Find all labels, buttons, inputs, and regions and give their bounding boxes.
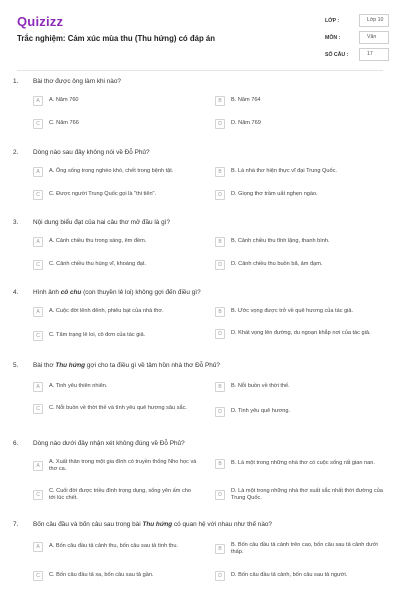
option-letter: D [215, 190, 225, 200]
option-letter: A [33, 167, 43, 177]
option-b[interactable] [215, 96, 387, 106]
option-text: B. Cảnh chiều thu tĩnh lặng, thanh bình. [231, 238, 330, 245]
option-text: B. Là nhà thơ hiện thực vĩ đại Trung Quốc. [231, 168, 337, 175]
question-text-emphasis: Thu hứng [142, 521, 173, 528]
header-divider [17, 70, 383, 71]
option-letter: B [215, 544, 225, 554]
meta-label: LỚP : [325, 17, 340, 24]
worksheet-meta [325, 12, 389, 63]
question-number: 6. [13, 440, 19, 447]
option-text: A. Năm 760 [49, 97, 79, 104]
option-letter: D [215, 260, 225, 270]
option-b[interactable] [215, 542, 387, 556]
option-text: C. Cuối đời được triều đình trọng dụng, sống yên ấm cho tới lúc chết. [49, 488, 191, 502]
option-c[interactable] [33, 331, 198, 341]
option-text: A. Xuất thân trong một gia đình có truyền thống Nho học và thơ ca. [49, 459, 197, 473]
option-letter: C [33, 331, 43, 341]
option-text: D. Năm 769 [231, 120, 261, 127]
option-letter: D [215, 490, 225, 500]
option-letter: B [215, 382, 225, 392]
option-d[interactable] [215, 260, 387, 270]
option-letter: A [33, 461, 43, 471]
question-text [33, 289, 373, 296]
option-text: C. Nỗi buồn về thời thế và tình yêu quê hương sâu sắc. [49, 405, 187, 412]
option-c[interactable] [33, 119, 198, 129]
option-text: D. Là một trong những nhà thơ xuất sắc nhất thời đường của Trung Quốc. [231, 488, 383, 502]
option-a[interactable] [33, 167, 198, 177]
option-b[interactable] [215, 459, 387, 469]
option-text: B. Ước vọng được trở về quê hương của tác giả. [231, 308, 354, 315]
option-d[interactable] [215, 119, 387, 129]
option-text: A. Cảnh chiều thu trong sáng, êm đềm. [49, 238, 147, 245]
quizizz-logo: Quizizz [17, 14, 64, 29]
meta-row-subject [325, 29, 389, 46]
option-letter: B [215, 167, 225, 177]
question-text-pre: Bốn câu đầu và bốn câu sau trong bài [33, 521, 143, 528]
question-text [33, 362, 373, 369]
option-letter: C [33, 571, 43, 581]
worksheet-header [0, 0, 400, 68]
option-a[interactable] [33, 96, 198, 106]
option-text: C. Năm 766 [49, 120, 79, 127]
meta-row-question-count [325, 46, 389, 63]
question-text: Nội dung biểu đạt của hai câu thơ mở đầu là gì? [33, 219, 170, 226]
option-letter: A [33, 307, 43, 317]
question-text: Dòng nào sau đây không nói về Đỗ Phủ? [33, 149, 150, 156]
option-letter: B [215, 96, 225, 106]
option-letter: D [215, 329, 225, 339]
question-text-emphasis: Thu hứng [55, 362, 86, 369]
option-c[interactable] [33, 260, 198, 270]
option-d[interactable] [215, 571, 387, 581]
question-number: 7. [13, 521, 19, 528]
option-c[interactable] [33, 404, 198, 414]
meta-label: MÔN : [325, 34, 341, 41]
option-a[interactable] [33, 542, 198, 552]
option-text: A. Bốn câu đầu tả cảnh thu, bốn câu sau tả tình thu. [49, 543, 179, 550]
question-text-post: (con thuyền lẻ loi) không gợi đến điều gì? [81, 289, 201, 296]
question-text-pre: Bài thơ [33, 362, 56, 369]
option-text: A. Tinh yêu thiên nhiên. [49, 383, 108, 390]
option-letter: A [33, 237, 43, 247]
meta-value: 17 [359, 48, 389, 61]
option-c[interactable] [33, 571, 198, 581]
question-text-post: gợi cho ta điều gì về tâm hồn nhà thơ Đỗ Phủ? [85, 362, 220, 369]
option-d[interactable] [215, 190, 387, 200]
question-number: 4. [13, 289, 19, 296]
meta-value: Lớp 10 [359, 14, 389, 27]
question-number: 1. [13, 78, 19, 85]
option-a[interactable] [33, 459, 198, 473]
option-a[interactable] [33, 237, 198, 247]
option-b[interactable] [215, 382, 387, 392]
option-a[interactable] [33, 382, 198, 392]
option-letter: C [33, 260, 43, 270]
option-letter: D [215, 407, 225, 417]
question-text [33, 521, 373, 528]
option-letter: C [33, 404, 43, 414]
question-text: Dòng nào dưới đây nhận xét không đúng về Đỗ Phủ? [33, 440, 185, 447]
option-text: C. Được người Trung Quốc gọi là "thi tiên". [49, 191, 157, 198]
option-letter: A [33, 542, 43, 552]
question-text-post: có quan hệ với nhau như thế nào? [172, 521, 272, 528]
option-a[interactable] [33, 307, 198, 317]
option-c[interactable] [33, 190, 198, 200]
option-b[interactable] [215, 307, 387, 317]
option-letter: A [33, 382, 43, 392]
option-letter: C [33, 190, 43, 200]
option-text: B. Bốn câu đầu tả cảnh trên cao, bốn câu sau tả cảnh dưới thấp. [231, 542, 378, 556]
option-letter: D [215, 571, 225, 581]
option-text: A. Cuộc đời lênh đênh, phiêu bạt của nhà thơ. [49, 308, 164, 315]
option-d[interactable] [215, 407, 387, 417]
option-text: C. Bốn câu đầu tả xa, bốn câu sau tả gần. [49, 572, 154, 579]
option-text: D. Giọng thơ trầm uất nghẹn ngào. [231, 191, 318, 198]
option-c[interactable] [33, 488, 198, 502]
option-text: B. Nỗi buồn về thời thế. [231, 383, 290, 390]
option-text: D. Bốn câu đầu tả cảnh, bốn câu sau tả người. [231, 572, 348, 579]
option-b[interactable] [215, 237, 387, 247]
option-letter: A [33, 96, 43, 106]
option-letter: D [215, 119, 225, 129]
option-text: B. Năm 764 [231, 97, 261, 104]
option-letter: B [215, 237, 225, 247]
option-d[interactable] [215, 329, 387, 339]
option-text: B. Là một trong những nhà thơ có cuộc sống rất gian nan. [231, 460, 375, 467]
question-number: 2. [13, 149, 19, 156]
question-text: Bài thơ được ông làm khi nào? [33, 78, 121, 85]
option-letter: B [215, 307, 225, 317]
meta-row-grade [325, 12, 389, 29]
option-d[interactable] [215, 488, 387, 502]
option-b[interactable] [215, 167, 387, 177]
page-title: Trắc nghiệm: Cảm xúc mùa thu (Thu hứng) có đáp án [17, 34, 215, 43]
meta-value: Văn [359, 31, 389, 44]
option-letter: C [33, 119, 43, 129]
option-text: D. Tinh yêu quê hương. [231, 408, 291, 415]
question-number: 5. [13, 362, 19, 369]
meta-label: SỐ CÂU : [325, 51, 349, 58]
option-letter: B [215, 459, 225, 469]
option-letter: C [33, 490, 43, 500]
question-number: 3. [13, 219, 19, 226]
option-text: D. Khát vọng lên đường, du ngoạn khắp nơi của tác giả. [231, 330, 371, 337]
option-text: C. Cảnh chiều thu hùng vĩ, khoáng đạt. [49, 261, 147, 268]
option-text: D. Cảnh chiều thu buồn bã, ảm đạm. [231, 261, 323, 268]
question-text-emphasis: cô chu [60, 289, 82, 296]
question-text-pre: Hình ảnh [33, 289, 61, 296]
option-text: C. Tâm trạng lẻ loi, cô đơn của tác giả. [49, 332, 146, 339]
option-text: A. Ông sống trong nghèo khó, chết trong bệnh tật. [49, 168, 174, 175]
